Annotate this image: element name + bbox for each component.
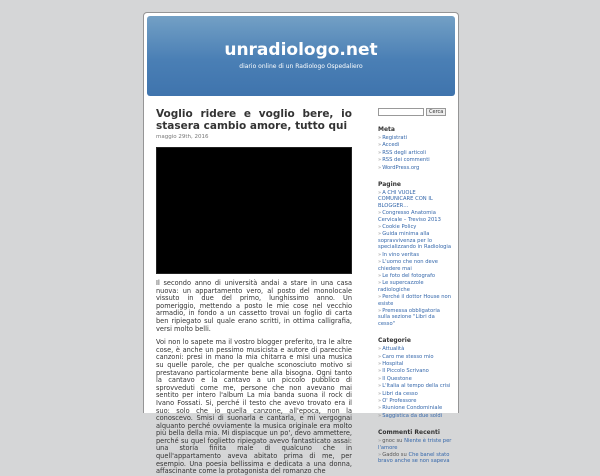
bullet-icon: »: [378, 251, 382, 258]
page-item: [378, 224, 452, 230]
blog-title-link[interactable]: unradiologo.net: [224, 40, 378, 60]
category-item: [378, 413, 452, 419]
category-item-link[interactable]: L'Italia al tempo della crisi: [382, 383, 451, 390]
category-item: [378, 346, 452, 352]
bullet-icon: »: [378, 398, 382, 404]
meta-item-link[interactable]: RSS dei commenti: [382, 157, 430, 164]
categories-heading: Categorie: [378, 337, 411, 345]
bullet-icon: »: [378, 164, 382, 171]
bullet-icon: »: [378, 280, 382, 287]
bullet-icon: »: [378, 259, 382, 266]
post-paragraph: Il secondo anno di università andai a stare in una casa nuova: un appartamento vero, al posto del monolocale vissuto in due del primo, lunghissimo anno. Un pomeriggio, mettendo a posto le mie cose nel vecchio armadio, in fondo a un cassetto trovai un foglio di carta ben ripiegato sul quale erano scritti, in ottima calligrafia, versi molto belli.: [156, 279, 352, 333]
post-title-link[interactable]: Voglio ridere e voglio bere, io stasera cambio amore, tutto qui: [156, 108, 352, 132]
page-item-link[interactable]: L'uomo che non deve chiedere mai: [378, 259, 438, 272]
bullet-icon: »: [378, 135, 382, 141]
comment-separator: su: [394, 438, 405, 445]
bullet-icon: »: [378, 346, 382, 353]
page-item: [378, 294, 452, 307]
page-item-link[interactable]: Cookie Policy: [382, 224, 417, 231]
bullet-icon: »: [378, 412, 382, 419]
bullet-icon: »: [378, 307, 382, 314]
meta-item: [378, 135, 452, 141]
category-item-link[interactable]: Il Questone: [382, 375, 412, 382]
bullet-icon: »: [378, 190, 382, 197]
category-item: [378, 361, 452, 367]
bullet-icon: »: [378, 353, 382, 360]
meta-item-link[interactable]: Registrati: [382, 135, 408, 141]
category-item: [378, 368, 452, 374]
bullet-icon: »: [378, 405, 382, 412]
post-paragraph: Voi non lo sapete ma il vostro blogger preferito, tra le altre cose, è anche un pessimo musicista e autore di parecchie canzoni: presi in mano la mia chitarra e misi una musica su quelle parole, che per qualche sconosciuto motivo si prestavano particolarmente bene alla bisogna. Ogni tanto la cantavo e la cantavo a un piccolo pubblico di sprovveduti come me, persone che non avevano mai sentito per intero l'album La mia banda suona il rock di Ivano Fossati. Si, perché il testo che avevo trovato era il suo: solo che io quella canzone, all'epoca, non la conoscevo. Smisi di suonarla e cantarla, e mi vergognai alquanto perché ovviamente la musica originale era molto più bella della mia. Mi dispiacque un po', devo ammettere, perché su quel foglietto ripiegato avevo fantasticato assai: una storia finita male di qualcuno che in quell'appartamento aveva abitato prima di me, per esempio. Una poesia bellissima e dedicata a una donna, affascinante come la protagonista del romanzo che: [156, 338, 352, 476]
page-item: [378, 210, 452, 223]
search-input[interactable]: [378, 108, 424, 116]
category-item-link[interactable]: Hospital: [382, 360, 404, 367]
bullet-icon: »: [378, 438, 382, 445]
category-item: [378, 398, 452, 404]
meta-item-link[interactable]: RSS degli articoli: [382, 149, 427, 156]
sidebar: [378, 107, 452, 466]
bullet-icon: »: [378, 157, 382, 164]
blog-description: diario online di un Radiologo Ospedaliero: [239, 63, 363, 70]
category-item-link[interactable]: Il Piccolo Scrivano: [382, 368, 429, 375]
category-item: [378, 405, 452, 411]
comment-post-link[interactable]: Niente è triste per l'amore: [378, 438, 452, 451]
pages-list: [378, 190, 452, 327]
page-item-link[interactable]: Premessa obbligatoria sulla sezione "Libri da cesso": [378, 307, 440, 327]
bullet-icon: »: [378, 149, 382, 156]
category-item-link[interactable]: Saggistica da due soldi: [382, 412, 443, 419]
meta-item: [378, 142, 452, 148]
page-container: [143, 12, 459, 476]
page-item: [378, 259, 452, 272]
bullet-icon: »: [378, 294, 382, 301]
category-item-link[interactable]: Caro me stesso mio: [382, 353, 434, 360]
page-item-link[interactable]: Le supercazzole radiologiche: [378, 280, 424, 293]
page-item-link[interactable]: In vino veritas: [382, 251, 420, 258]
comment-post-link[interactable]: Che banel stato bravo anche se non sapeva: [378, 452, 450, 465]
pages-heading: Pagine: [378, 181, 401, 189]
page-item-link[interactable]: A CHI VUOLE COMUNICARE CON IL BLOGGER…: [378, 190, 433, 209]
page-item: [378, 273, 452, 279]
post-date: maggio 29th, 2016: [156, 134, 209, 140]
category-item-link[interactable]: Riunione Condominiale: [382, 405, 443, 412]
search-form: [378, 107, 452, 116]
bullet-icon: »: [378, 383, 382, 390]
bullet-icon: »: [378, 368, 382, 375]
main-content: [156, 108, 352, 476]
category-item-link[interactable]: Attualità: [382, 346, 405, 353]
page-item-link[interactable]: Guida minima alla sopravvivenza per lo specializzando in Radiologia: [378, 231, 452, 251]
meta-item: [378, 165, 452, 171]
recent-comments-list: [378, 438, 452, 465]
page-item: [378, 231, 452, 250]
page-item-link[interactable]: Perché il dottor House non esiste: [378, 294, 451, 307]
comment-author: gnoc: [382, 438, 395, 445]
page-item: [378, 252, 452, 258]
meta-list: [378, 135, 452, 171]
meta-item-link[interactable]: Accedi: [382, 142, 400, 149]
bullet-icon: »: [378, 210, 382, 217]
bullet-icon: »: [378, 272, 382, 279]
bullet-icon: »: [378, 452, 382, 459]
page-item-link[interactable]: Le foto del fotografo: [382, 272, 436, 279]
comment-author: Gaddo: [382, 452, 400, 459]
recent-comment-item: [378, 438, 452, 451]
recent-comments-heading: Commenti Recenti: [378, 429, 440, 437]
category-item: [378, 383, 452, 389]
categories-list: [378, 346, 452, 419]
search-button[interactable]: Cerca: [426, 108, 446, 116]
comment-separator: su: [399, 452, 409, 459]
category-item: [378, 376, 452, 382]
meta-item-link[interactable]: WordPress.org: [382, 164, 420, 171]
category-item: [378, 354, 452, 360]
category-item: [378, 391, 452, 397]
bullet-icon: »: [378, 390, 382, 397]
embedded-video-player[interactable]: [156, 147, 352, 274]
meta-heading: Meta: [378, 126, 395, 133]
bullet-icon: »: [378, 375, 382, 382]
meta-item: [378, 157, 452, 163]
bullet-icon: »: [378, 224, 382, 231]
blog-header: [147, 16, 455, 96]
category-item-link[interactable]: Libri da cesso: [382, 390, 418, 397]
page-item: [378, 280, 452, 293]
page-item: [378, 308, 452, 327]
page-item-link[interactable]: Congresso Anatomia Cervicale – Treviso 2013: [378, 210, 441, 223]
bullet-icon: »: [378, 142, 382, 149]
bullet-icon: »: [378, 360, 382, 367]
page-item: [378, 190, 452, 209]
meta-item: [378, 150, 452, 156]
bullet-icon: »: [378, 231, 382, 238]
recent-comment-item: [378, 452, 452, 465]
category-item-link[interactable]: O' Professore: [382, 398, 417, 404]
